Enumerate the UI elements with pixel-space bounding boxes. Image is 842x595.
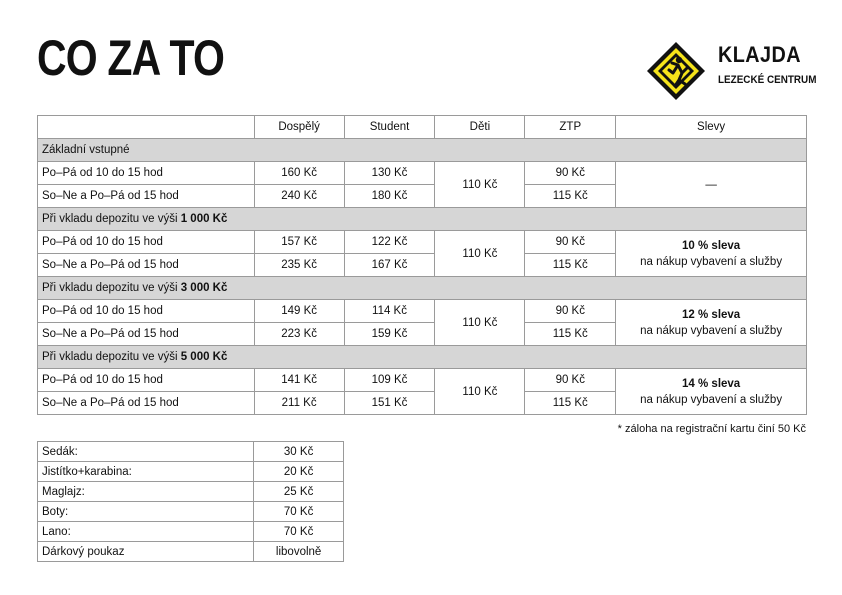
table-row: [38, 162, 807, 185]
extras-table: [37, 441, 344, 562]
section-title-amount: 3 000 Kč: [180, 282, 228, 294]
row-label: So–Ne a Po–Pá od 15 hod: [38, 392, 255, 415]
extra-label: Lano:: [38, 522, 254, 542]
section-title: [38, 139, 807, 162]
header-student: Student: [344, 116, 435, 139]
discount-text: na nákup vybavení a služby: [640, 255, 783, 268]
extra-price: 70 Kč: [254, 522, 344, 542]
section-title: [38, 277, 807, 300]
student-price: 114 Kč: [344, 300, 435, 323]
ztp-price: 115 Kč: [525, 323, 616, 346]
kids-price: 110 Kč: [435, 300, 525, 346]
student-price: 122 Kč: [344, 231, 435, 254]
section-title-text: Základní vstupné: [42, 144, 130, 156]
row-label: Po–Pá od 10 do 15 hod: [38, 369, 255, 392]
adult-price: 141 Kč: [254, 369, 344, 392]
ztp-price: 90 Kč: [525, 162, 616, 185]
extra-label: Dárkový poukaz: [38, 542, 254, 562]
adult-price: 160 Kč: [254, 162, 344, 185]
kids-price: 110 Kč: [435, 231, 525, 277]
discount-cell: [616, 369, 807, 415]
climber-logo-icon: [645, 40, 707, 102]
header-kids: Děti: [435, 116, 525, 139]
page-title: CO ZA TO: [37, 30, 225, 86]
section-header: [38, 139, 807, 162]
logo-name: KLAJDA: [718, 42, 802, 67]
adult-price: 235 Kč: [254, 254, 344, 277]
extra-label: Jistítko+karabina:: [38, 462, 254, 482]
extra-label: Sedák:: [38, 442, 254, 462]
logo-subtitle: LEZECKÉ CENTRUM: [718, 74, 817, 86]
discount-amount: 10 % sleva: [682, 239, 741, 252]
ztp-price: 115 Kč: [525, 392, 616, 415]
discount-text: —: [705, 178, 717, 191]
header-adult: Dospělý: [254, 116, 344, 139]
extra-price: 30 Kč: [254, 442, 344, 462]
table-row: [38, 369, 807, 392]
extra-label: Maglajz:: [38, 482, 254, 502]
ztp-price: 90 Kč: [525, 369, 616, 392]
row-label: Po–Pá od 10 do 15 hod: [38, 300, 255, 323]
adult-price: 240 Kč: [254, 185, 344, 208]
table-row: [38, 300, 807, 323]
row-label: So–Ne a Po–Pá od 15 hod: [38, 185, 255, 208]
ztp-price: 115 Kč: [525, 185, 616, 208]
header-discount: Slevy: [616, 116, 807, 139]
header-label: [38, 116, 255, 139]
section-title-amount: 1 000 Kč: [180, 213, 228, 225]
discount-cell: [616, 231, 807, 277]
adult-price: 223 Kč: [254, 323, 344, 346]
adult-price: 149 Kč: [254, 300, 344, 323]
ztp-price: 90 Kč: [525, 300, 616, 323]
row-label: Po–Pá od 10 do 15 hod: [38, 162, 255, 185]
adult-price: 157 Kč: [254, 231, 344, 254]
klajda-logo: [645, 40, 815, 100]
header-ztp: ZTP: [525, 116, 616, 139]
adult-price: 211 Kč: [254, 392, 344, 415]
student-price: 130 Kč: [344, 162, 435, 185]
row-label: So–Ne a Po–Pá od 15 hod: [38, 323, 255, 346]
student-price: 180 Kč: [344, 185, 435, 208]
student-price: 109 Kč: [344, 369, 435, 392]
discount-text: na nákup vybavení a služby: [640, 393, 783, 406]
section-header: [38, 346, 807, 369]
extra-price: 70 Kč: [254, 502, 344, 522]
section-title-text: Při vkladu depozitu ve výši: [42, 282, 181, 294]
table-row: [38, 482, 344, 502]
table-header-row: [38, 116, 807, 139]
student-price: 159 Kč: [344, 323, 435, 346]
table-row: [38, 522, 344, 542]
discount-amount: 12 % sleva: [682, 308, 741, 321]
row-label: Po–Pá od 10 do 15 hod: [38, 231, 255, 254]
student-price: 151 Kč: [344, 392, 435, 415]
discount-cell: [616, 300, 807, 346]
kids-price: 110 Kč: [435, 162, 525, 208]
section-title-text: Při vkladu depozitu ve výši: [42, 351, 181, 363]
table-row: [38, 462, 344, 482]
row-label: So–Ne a Po–Pá od 15 hod: [38, 254, 255, 277]
ztp-price: 115 Kč: [525, 254, 616, 277]
kids-price: 110 Kč: [435, 369, 525, 415]
section-header: [38, 208, 807, 231]
table-row: [38, 442, 344, 462]
price-table: [37, 115, 807, 415]
table-row: [38, 542, 344, 562]
table-row: [38, 231, 807, 254]
section-header: [38, 277, 807, 300]
table-row: [38, 502, 344, 522]
section-title-text: Při vkladu depozitu ve výši: [42, 213, 181, 225]
section-title-amount: 5 000 Kč: [180, 351, 228, 363]
extra-price: 25 Kč: [254, 482, 344, 502]
extra-price: 20 Kč: [254, 462, 344, 482]
discount-cell: [616, 162, 807, 208]
discount-text: na nákup vybavení a služby: [640, 324, 783, 337]
extra-price: libovolně: [254, 542, 344, 562]
extra-label: Boty:: [38, 502, 254, 522]
section-title: [38, 208, 807, 231]
deposit-note: * záloha na registrační kartu činí 50 Kč: [617, 423, 806, 435]
student-price: 167 Kč: [344, 254, 435, 277]
discount-amount: 14 % sleva: [682, 377, 741, 390]
section-title: [38, 346, 807, 369]
ztp-price: 90 Kč: [525, 231, 616, 254]
